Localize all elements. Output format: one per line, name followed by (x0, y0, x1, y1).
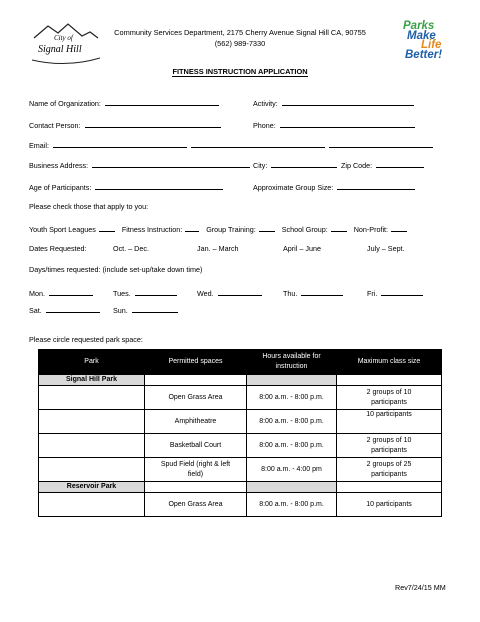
header-hours: Hours available for instruction (247, 350, 337, 375)
check-training-label: Group Training: (206, 225, 256, 234)
table-row[interactable] (39, 434, 442, 458)
check-school[interactable] (282, 225, 347, 234)
park-group-cell (247, 482, 337, 493)
tagline-word-better: Better! (405, 48, 443, 61)
check-training[interactable] (206, 225, 275, 234)
hours-cell: 8:00 a.m. - 8:00 p.m. (247, 386, 337, 410)
email-field[interactable] (29, 139, 433, 150)
dates-label: Dates Requested: (29, 244, 87, 253)
check-nonprofit-label: Non-Profit: (353, 225, 389, 234)
day-tues[interactable] (113, 287, 177, 298)
day-thu[interactable] (283, 287, 343, 298)
check-fitness-label: Fitness Instruction: (121, 225, 183, 234)
phone-label: Phone: (253, 121, 276, 130)
space-cell: Basketball Court (145, 434, 247, 458)
table-cell-empty (39, 434, 145, 458)
email-label: Email: (29, 141, 49, 150)
day-wed[interactable] (197, 287, 262, 298)
org-field[interactable] (29, 97, 219, 108)
table-header-row (39, 350, 442, 375)
city-field[interactable] (253, 159, 337, 170)
day-mon-label: Mon. (29, 289, 45, 298)
activity-label: Activity: (253, 99, 278, 108)
header-max: Maximum class size (337, 350, 442, 375)
hours-cell: 8:00 a.m. - 4:00 pm (247, 458, 337, 482)
day-sat[interactable] (29, 304, 100, 315)
table-row[interactable] (39, 410, 442, 434)
park-group-row (39, 375, 442, 386)
space-cell: Open Grass Area (145, 493, 247, 517)
city-label: City: (253, 161, 268, 170)
logo-text-top: City of (54, 34, 73, 42)
check-fitness[interactable] (122, 225, 199, 234)
max-cell: 10 participants (337, 493, 442, 517)
date-option-jan-march[interactable]: Jan. – March (197, 244, 239, 253)
table-row[interactable] (39, 386, 442, 410)
tagline-word-life: Life (421, 39, 442, 51)
table-row[interactable] (39, 458, 442, 482)
table-cell-empty (39, 410, 145, 434)
day-tues-label: Tues. (113, 289, 131, 298)
group-size-field[interactable] (253, 181, 415, 192)
zip-field[interactable] (341, 159, 424, 170)
group-size-label: Approximate Group Size: (253, 183, 334, 192)
age-field[interactable] (29, 181, 223, 192)
park-name[interactable]: Signal Hill Park (39, 375, 145, 386)
tagline-word-parks: Parks (403, 20, 435, 32)
hours-cell: 8:00 a.m. - 8:00 p.m. (247, 410, 337, 434)
form-title-text: FITNESS INSTRUCTION APPLICATION (172, 67, 308, 76)
zip-label: Zip Code: (341, 161, 373, 170)
header-spaces: Permitted spaces (145, 350, 247, 375)
revision-note: Rev7/24/15 MM (395, 583, 446, 592)
business-address-label: Business Address: (29, 161, 89, 170)
max-cell: 2 groups of 25 participants (337, 458, 442, 482)
space-cell: Spud Field (right & left field) (145, 458, 247, 482)
phone-field[interactable] (253, 119, 415, 130)
contact-field[interactable] (29, 119, 221, 130)
department-phone: (562) 989-7330 (214, 39, 266, 48)
park-group-cell (337, 375, 442, 386)
date-option-july-sept[interactable]: July – Sept. (367, 244, 405, 253)
check-youth[interactable] (29, 225, 115, 234)
park-spaces-table (38, 349, 442, 517)
department-address: Community Services Department, 2175 Cherry Avenue Signal Hill CA, 90755 (114, 28, 366, 37)
max-cell: 2 groups of 10 participants (337, 434, 442, 458)
space-cell: Amphitheatre (145, 410, 247, 434)
day-mon[interactable] (29, 287, 93, 298)
org-label: Name of Organization: (29, 99, 101, 108)
table-cell-empty (39, 458, 145, 482)
activity-field[interactable] (253, 97, 414, 108)
park-name[interactable]: Reservoir Park (39, 482, 145, 493)
table-cell-empty (39, 493, 145, 517)
park-group-cell (247, 375, 337, 386)
hours-cell: 8:00 a.m. - 8:00 p.m. (247, 434, 337, 458)
form-title (0, 67, 480, 76)
day-fri[interactable] (367, 287, 423, 298)
check-options (29, 223, 407, 234)
day-sun-label: Sun. (113, 306, 128, 315)
hours-cell: 8:00 a.m. - 8:00 p.m. (247, 493, 337, 517)
park-group-cell (145, 482, 247, 493)
check-youth-label: Youth Sport Leagues (29, 225, 96, 234)
check-nonprofit[interactable] (354, 225, 407, 234)
date-option-april-june[interactable]: April – June (283, 244, 321, 253)
check-school-label: School Group: (281, 225, 328, 234)
tagline-word-make: Make (407, 29, 436, 42)
day-sun[interactable] (113, 304, 178, 315)
day-fri-label: Fri. (367, 289, 378, 298)
max-cell: 10 participants (337, 410, 442, 434)
check-prompt: Please check those that apply to you: (29, 202, 149, 211)
parks-make-life-better-logo (403, 22, 442, 60)
header-park: Park (39, 350, 145, 375)
day-thu-label: Thu. (283, 289, 298, 298)
day-sat-label: Sat. (29, 306, 42, 315)
logo-text-bottom: Signal Hill (38, 44, 82, 55)
age-label: Age of Participants: (29, 183, 92, 192)
max-cell: 2 groups of 10 participants (337, 386, 442, 410)
space-cell: Open Grass Area (145, 386, 247, 410)
park-group-row (39, 482, 442, 493)
park-prompt: Please circle requested park space: (29, 335, 143, 344)
park-group-cell (145, 375, 247, 386)
days-times-label: Days/times requested: (include set-up/take down time) (29, 265, 203, 274)
table-row[interactable] (39, 493, 442, 517)
business-address-field[interactable] (29, 159, 250, 170)
table-cell-empty (39, 386, 145, 410)
park-group-cell (337, 482, 442, 493)
date-option-oct-dec[interactable]: Oct. – Dec. (113, 244, 149, 253)
day-wed-label: Wed. (197, 289, 214, 298)
contact-label: Contact Person: (29, 121, 81, 130)
